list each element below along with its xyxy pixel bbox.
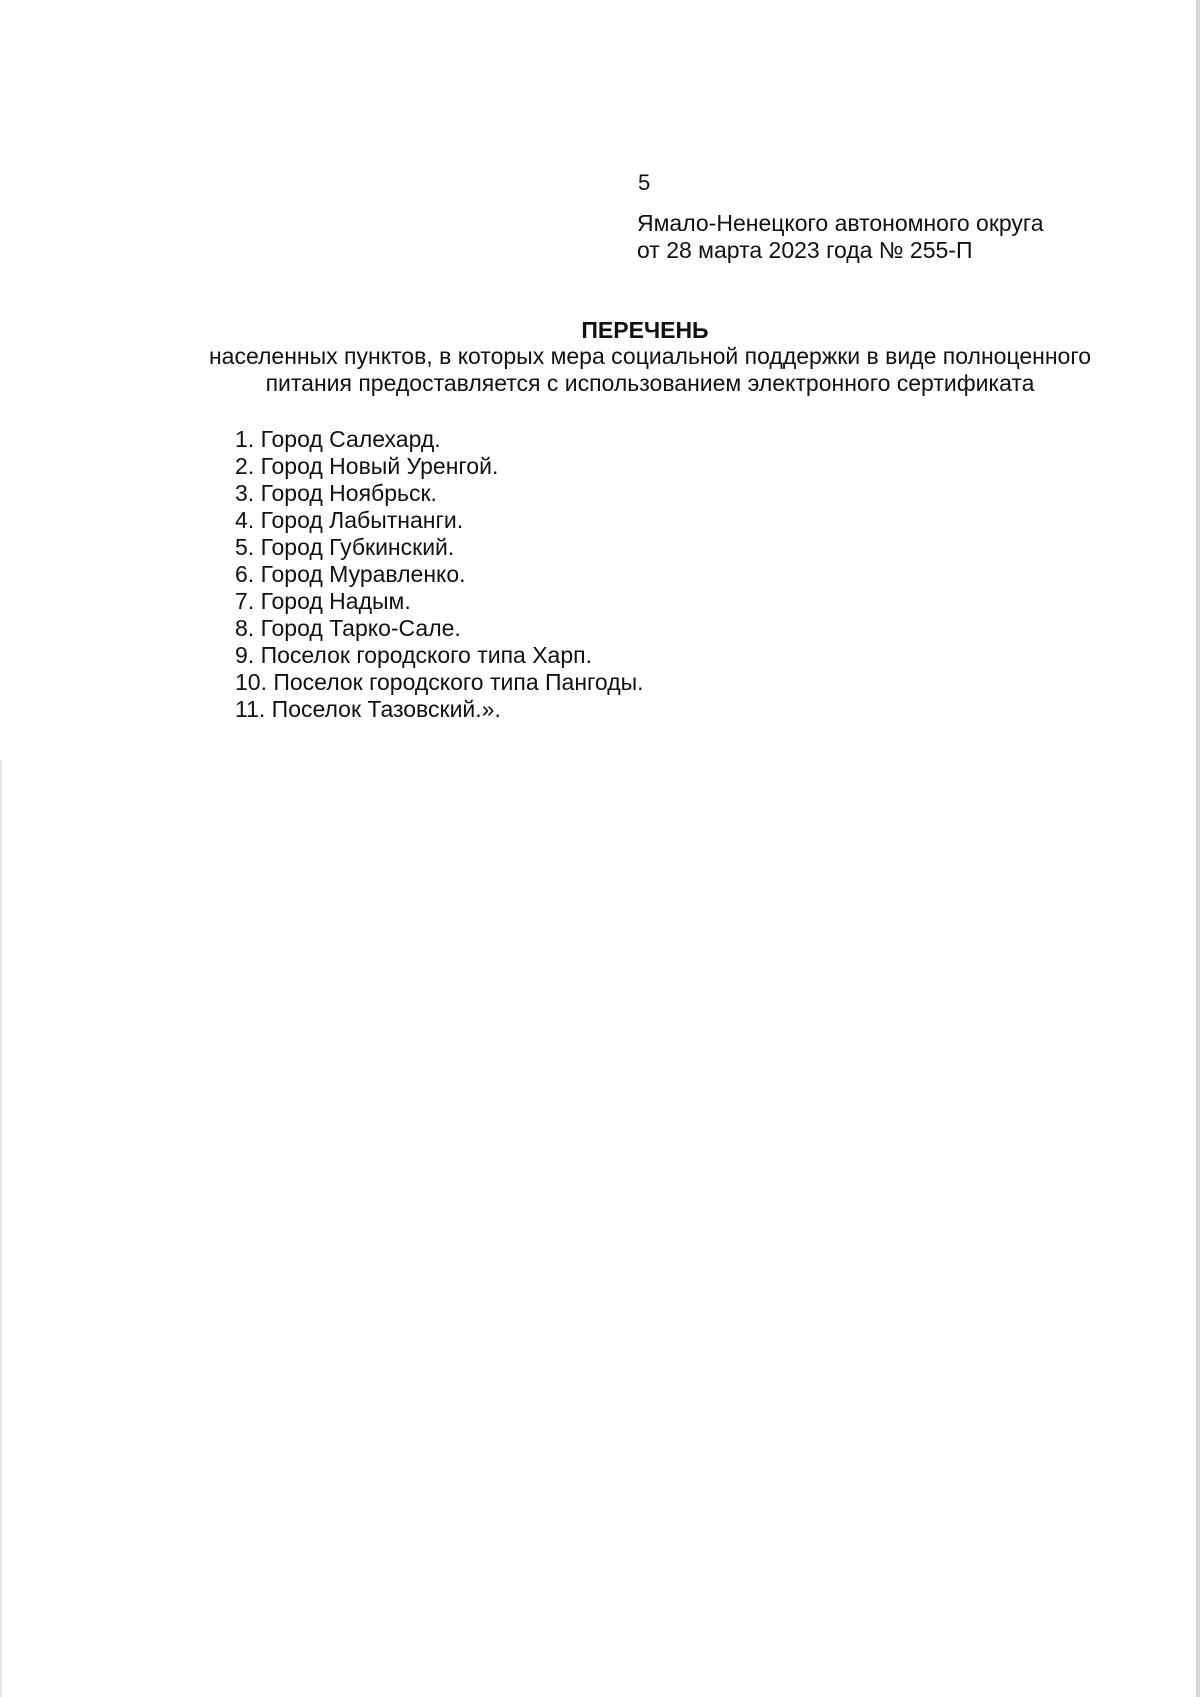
- list-item: 8. Город Тарко-Сале.: [235, 615, 461, 641]
- list-item: 9. Поселок городского типа Харп.: [235, 642, 592, 668]
- list-item: 7. Город Надым.: [235, 588, 411, 614]
- list-item: 6. Город Муравленко.: [235, 561, 466, 587]
- list-item: 10. Поселок городского типа Пангоды.: [235, 669, 644, 695]
- list-item: 1. Город Салехард.: [235, 426, 441, 452]
- list-item: 4. Город Лабытнанги.: [235, 507, 464, 533]
- list-item: 11. Поселок Тазовский.».: [235, 696, 501, 722]
- header-line-region: Ямало-Ненецкого автономного округа: [637, 210, 1044, 236]
- subtitle-line-2: питания предоставляется с использованием электронного сертификата: [265, 370, 1035, 396]
- list-item: 5. Город Губкинский.: [235, 534, 455, 560]
- settlements-list: [235, 426, 644, 723]
- document-header: [637, 210, 1117, 264]
- page-number: 5: [638, 170, 651, 195]
- scan-edge-left: [0, 760, 2, 1697]
- subtitle-line-1: населенных пунктов, в которых мера социальной поддержки в виде полноценного: [208, 343, 1092, 369]
- list-item: 2. Город Новый Уренгой.: [235, 453, 499, 479]
- document-subtitle: [150, 343, 1150, 397]
- list-item: 3. Город Ноябрьск.: [235, 480, 437, 506]
- scan-edge-right: [1196, 0, 1200, 1697]
- document-title: ПЕРЕЧЕНЬ: [581, 317, 709, 343]
- header-line-date: от 28 марта 2023 года № 255-П: [637, 237, 973, 263]
